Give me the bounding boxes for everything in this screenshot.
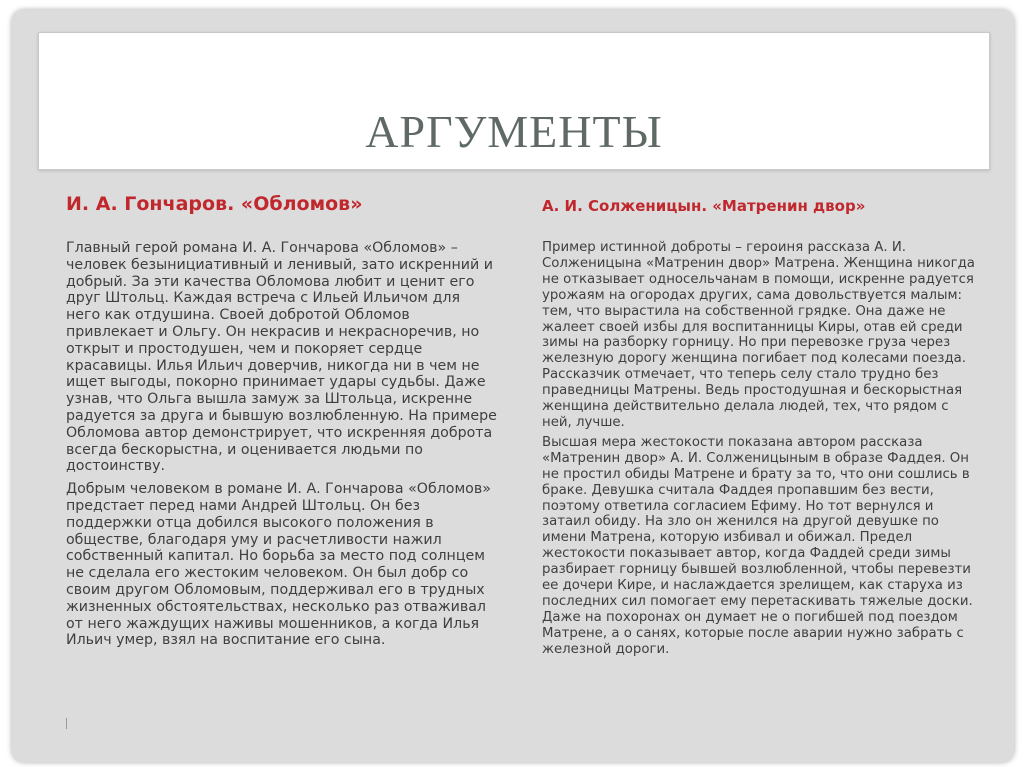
right-column bbox=[542, 196, 982, 658]
right-column-heading: А. И. Солженицын. «Матренин двор» bbox=[542, 197, 866, 215]
slide-title: АРГУМЕНТЫ bbox=[365, 106, 663, 157]
left-column-heading: И. А. Гончаров. «Обломов» bbox=[66, 193, 363, 215]
left-column bbox=[66, 192, 498, 649]
text-cursor-mark bbox=[66, 718, 67, 729]
right-paragraph-2: Высшая мера жестокости показана автором рассказа «Матренин двор» А. И. Солженицыным в образе Фаддея. Он не простил обиды Матрене и брату за то, что они сошлись в браке. Девушка считала Фаддея пропавшим без вести, поэтому ответила согласием Ефиму. Но тот вернулся и затаил обиду. На зло он женился на другой девушке по имени Матрена, которую избивал и обижал. Предел жестокости показывает автор, когда Фаддей среди зимы разбирает горницу бывшей возлюбленной, чтобы перевезти ее дочери Кире, и наслаждается зрелищем, как старуха из последних сил помогает ему перетаскивать тяжелые доски. Даже на похоронах он думает не о погибшей под поездом Матрене, а о санях, которые после аварии нужно забрать с железной дороги. bbox=[542, 434, 973, 657]
title-box bbox=[38, 32, 990, 170]
right-paragraph-1: Пример истинной доброты – героиня рассказа А. И. Солженицына «Матренин двор» Матрена. Женщина никогда не отказывает односельчанам в помощи, искренне радуется урожаям на огородах других, сама довольствуется малым: тем, что вырастила на собственной грядке. Она даже не жалеет своей избы для воспитанницы Киры, отав ей среди зимы на разборку горницу. Но при перевозке груза через железную дорогу женщина погибает под колесами поезда. Рассказчик отмечает, что теперь селу стало трудно без праведницы Матрены. Ведь простодушная и бескорыстная женщина действительно делала людей, тех, что рядом с ней, лучше. bbox=[542, 240, 975, 430]
left-paragraph-1: Главный герой романа И. А. Гончарова «Обломов» – человек безынициативный и ленивый, зато искренний и добрый. За эти качества Обломова любит и ценит его друг Штольц. Каждая встреча с Ильей Ильичом для него как отдушина. Своей добротой Обломов привлекает и Ольгу. Он некрасив и некрасноречив, но открыт и простодушен, чем и покоряет сердце красавицы. Илья Ильич доверчив, никогда ни в чем не ищет выгоды, покорно принимает удары судьбы. Даже узнав, что Ольга вышла замуж за Штольца, искренне радуется за друга и бывшую возлюбленную. На примере Обломова автор демонстрирует, что искренняя доброта всегда бескорыстна, и оценивается людьми по достоинству. bbox=[66, 240, 497, 475]
left-paragraph-2: Добрым человеком в романе И. А. Гончарова «Обломов» предстает перед нами Андрей Штольц. Он без поддержки отца добился высокого положения в обществе, благодаря уму и расчетливости нажил собственный капитал. Но борьба за место под солнцем не сделала его жестоким человеком. Он был добр со своим другом Обломовым, поддерживал его в трудных жизненных обстоятельствах, несколько раз отваживал от него жаждущих наживы мошенников, а когда Илья Ильич умер, взял на воспитание его сына. bbox=[66, 481, 491, 649]
